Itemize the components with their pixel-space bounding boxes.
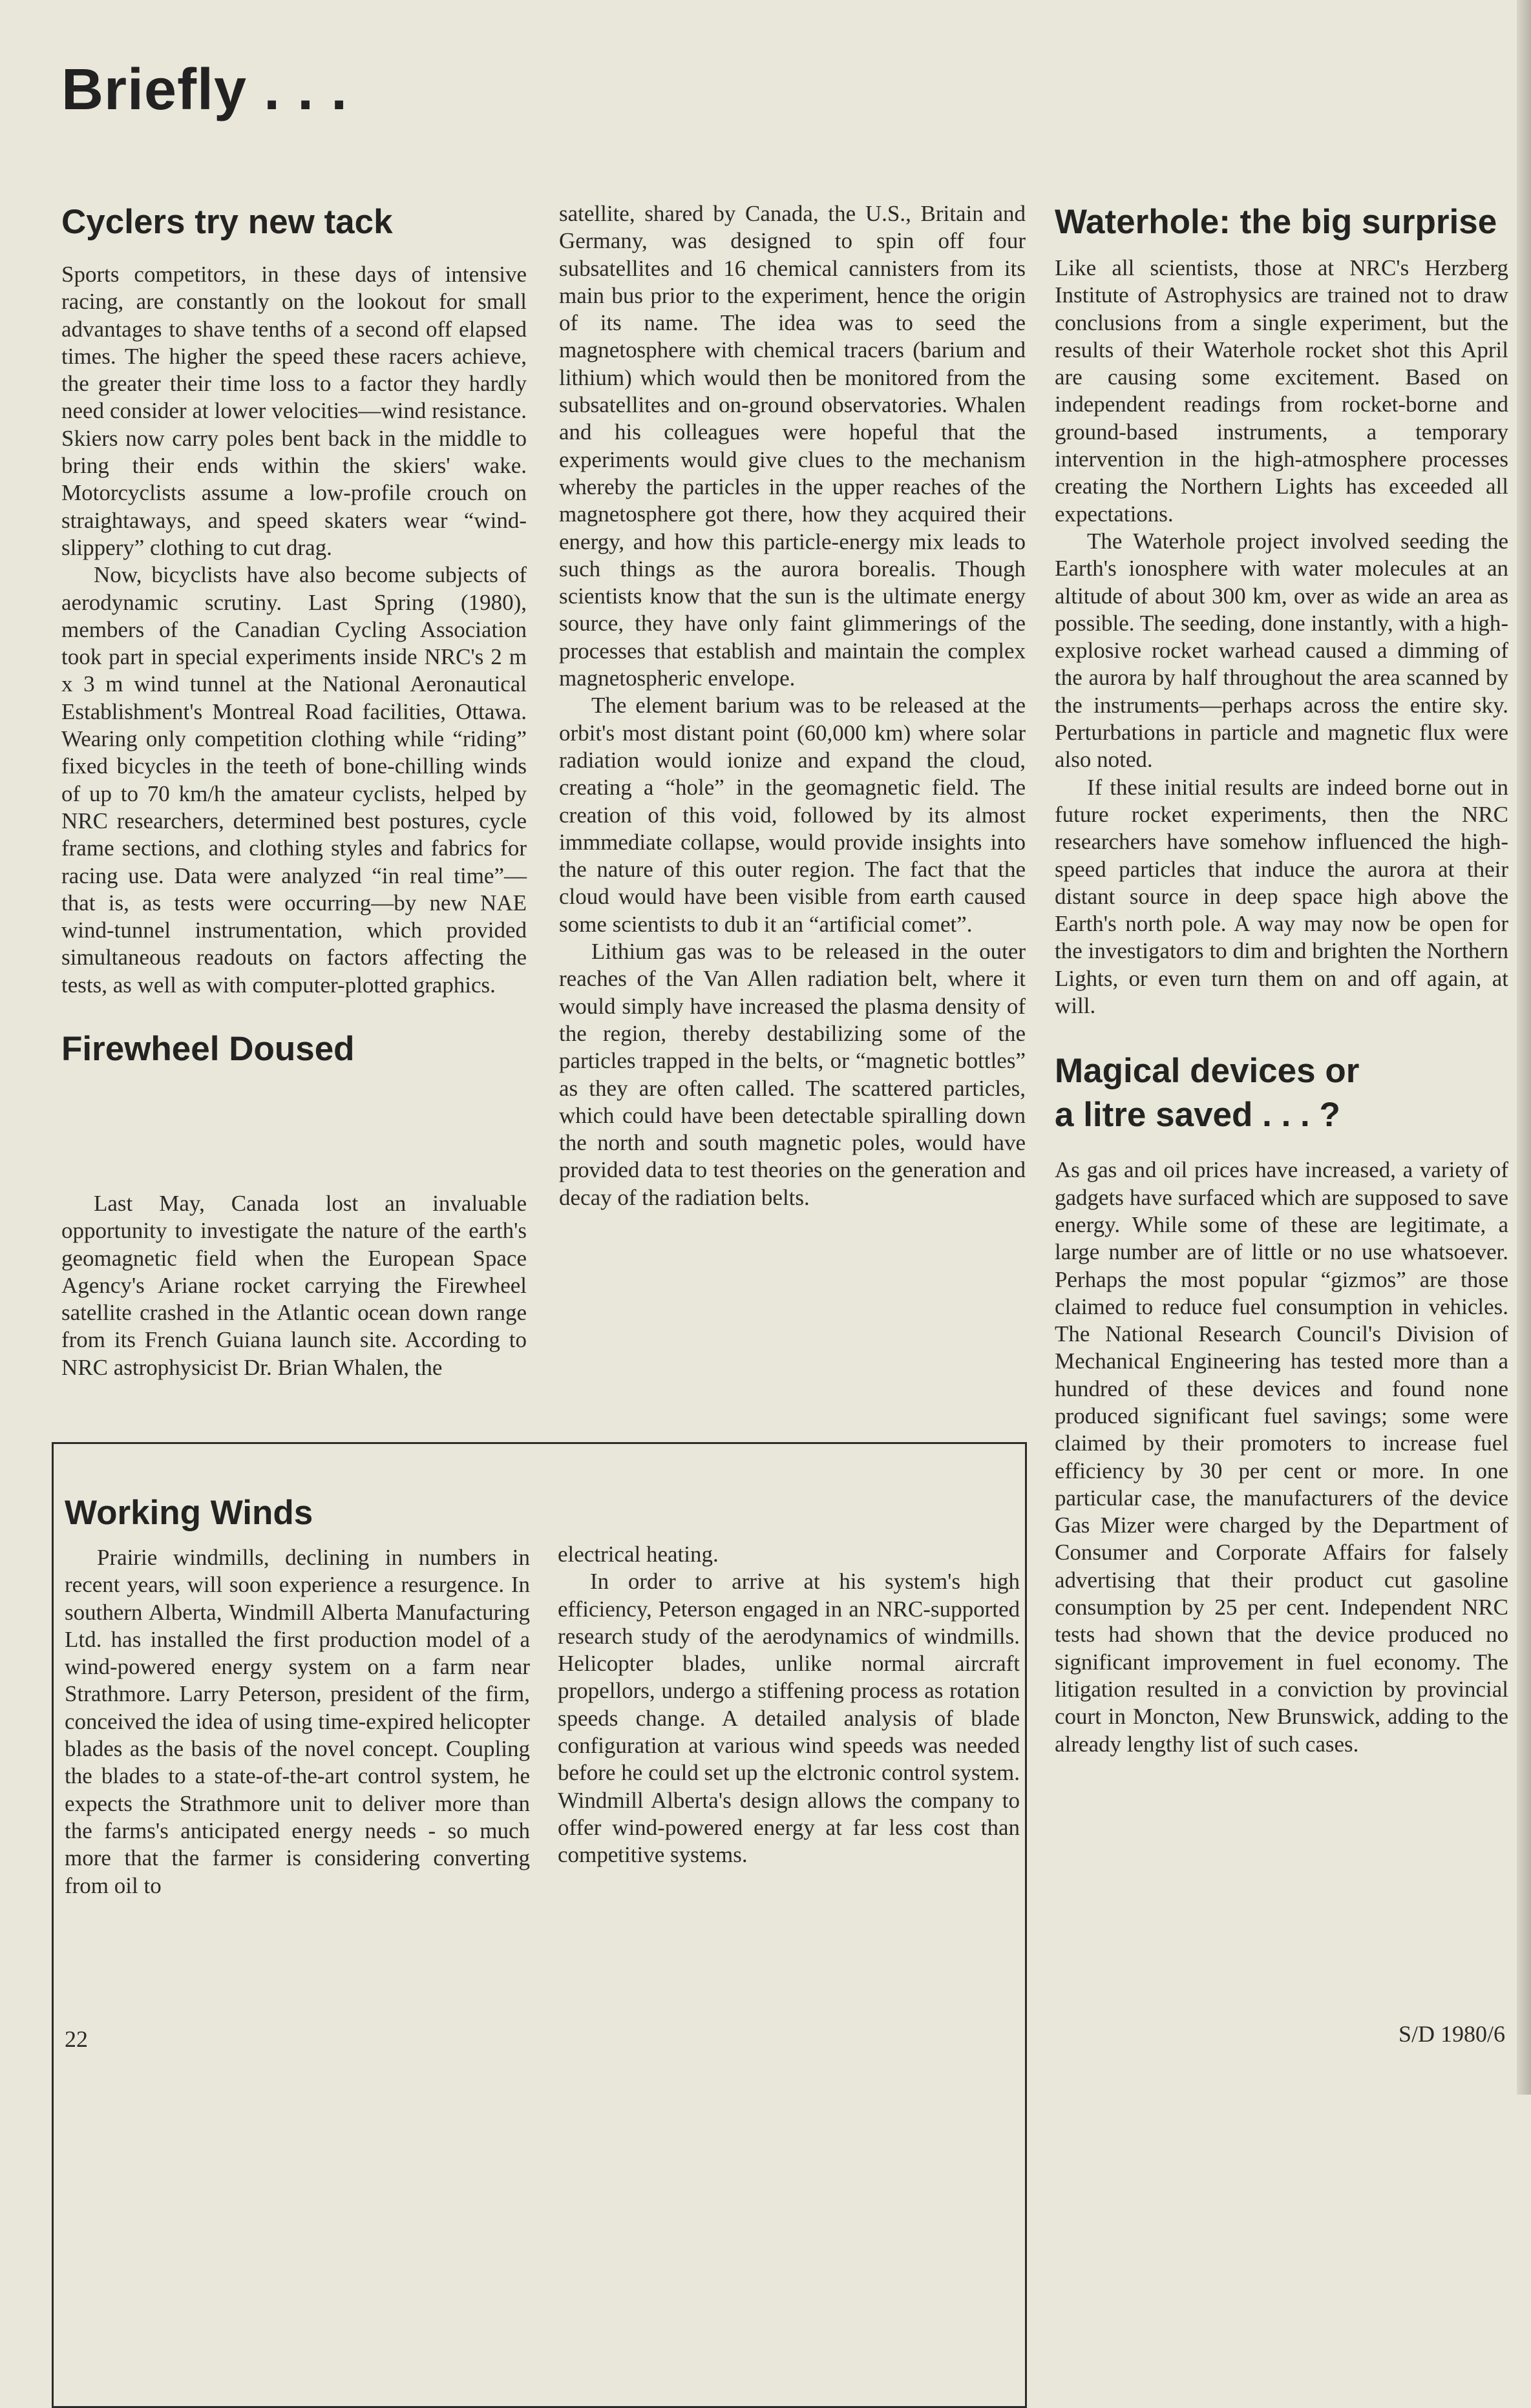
page-edge-shadow (1517, 0, 1531, 2095)
cyclers-paragraph-2: Now, bicyclists have also become subjects of aerodynamic scrutiny. Last Spring (1980), members of the Canadian Cycling Association took part in special experiments inside NRC's 2 m x 3 m wind tunnel at the National Aeronautical Establishment's Montreal Road facilities, Ottawa. Wearing only competition clothing while “riding” fixed bicycles in the teeth of bone-chilling winds of up to 70 km/h the amateur cyclists, helped by NRC researchers, determined best postures, cycle frame sections, and clothing styles and fabrics for racing use. Data were analyzed “in real time”—that is, as tests were occurring—by new NAE wind-tunnel instrumentation, which provided simultaneous readouts on factors affecting the tests, as well as with computer-plotted graphics. (61, 562, 527, 998)
column-right (1055, 200, 1508, 1932)
heading-magical (1055, 1049, 1508, 1137)
magical-paragraph-1: As gas and oil prices have increased, a variety of gadgets have surfaced which are supposed to save energy. While some of these are legitimate, a large number are of little or no use whatsoever. Perhaps the most popular “gizmos” are those claimed to reduce fuel consumption in vehicles. The National Research Council's Division of Mechanical Engineering has tested more than a hundred of these devices and found none produced significant fuel savings; some were claimed by their promoters to increase fuel efficiency by 30 per cent or more. In one particular case, the manufacturers of the device Gas Mizer were charged by the Department of Consumer and Corporate Affairs for falsely advertising that their product cut gasoline consumption by 25 per cent. Independent NRC tests had shown that the device produced no significant improvement in fuel economy. The litigation resulted in a conviction by provincial court in Moncton, New Brunswick, adding to the already lengthy list of such cases. (1055, 1157, 1508, 1757)
firewheel-paragraph-1-start: Last May, Canada lost an invaluable opportunity to investigate the nature of the earth's geomagnetic field when the European Space Agency's Ariane rocket carrying the Firewheel satellite crashed in the Atlantic ocean down range from its French Guiana launch site. According to NRC astrophysicist Dr. Brian Whalen, the (61, 1191, 527, 1380)
firewheel-start (61, 1190, 527, 1413)
waterhole-paragraph-2: The Waterhole project involved seeding the Earth's ionosphere with water molecules at an altitude of about 300 km, over as wide an area as possible. The seeding, done instantly, with a high-explosive rocket warhead caused a dimming of the aurora by half throughout the area scanned by the instruments—perhaps across the entire sky. Perturbations in particle and magnetic flux were also noted. (1055, 528, 1508, 773)
working-winds-paragraph-1-start: Prairie windmills, declining in numbers in recent years, will soon experience a resurgence. In southern Alberta, Windmill Alberta Manufacturing Ltd. has installed the first production model of a wind-powered energy system on a farm near Strathmore. Larry Peterson, president of the firm, conceived the idea of using time-expired helicopter blades as the basis of the novel concept. Coupling the blades to a state-of-the-art control system, he expects the Strathmore unit to deliver more than the farms's anticipated energy needs - so much more that the farmer is considering converting from oil to (65, 1545, 530, 1898)
waterhole-paragraph-3: If these initial results are indeed borne out in future rocket experiments, then the NRC researchers have somehow influenced the high-speed particles that induce the aurora at their distant source in deep space high above the Earth's north pole. A way may now be open for the investigators to dim and brighten the Northern Lights, or even turn them on and off again, at will. (1055, 774, 1508, 1019)
working-winds-column-2 (558, 1541, 1020, 2381)
heading-magical-line-1: Magical devices or (1055, 1052, 1360, 1091)
page-number: 22 (65, 2026, 88, 2052)
heading-working-winds: Working Winds (65, 1494, 313, 1532)
issue-label: S/D 1980/6 (1398, 2021, 1505, 2047)
heading-firewheel: Firewheel Doused (61, 1030, 355, 1069)
working-winds-paragraph-1-cont: electrical heating. (558, 1542, 719, 1567)
working-winds-column-1 (65, 1491, 530, 2383)
firewheel-paragraph-2: The element barium was to be released at the orbit's most distant point (60,000 km) where solar radiation would ionize and expand the cloud, creating a “hole” in the geomagnetic field. The creation of this void, followed by its almost immmediate collapse, would provide insights into the nature of this outer region. The fact that the cloud would have been visible from earth caused some scientists to dub it an “artificial comet”. (559, 693, 1026, 937)
firewheel-paragraph-1-cont: satellite, shared by Canada, the U.S., Britain and Germany, was designed to spin off four subsatellites and 16 chemical cannisters from its main bus prior to the experiment, hence the origin of its name. The idea was to seed the magnetosphere with chemical tracers (barium and lithium) which would then be monitored from the subsatellites and on-ground observatories. Whalen and his colleagues were hopeful that the experiments would give clues to the mechanism whereby the particles in the upper reaches of the magnetosphere got there, how they acquired their energy, and how this particle-energy mix leads to such things as the aurora borealis. Though scientists know that the sun is the ultimate energy source, they have only faint glimmerings of the processes that establish and maintain the complex magnetospheric envelope. (559, 201, 1026, 691)
heading-magical-line-2: a litre saved . . . ? (1055, 1096, 1340, 1135)
working-winds-paragraph-2: In order to arrive at his system's high efficiency, Peterson engaged in an NRC-supported research study of the aerodynamics of windmills. Helicopter blades, unlike normal aircraft propellors, undergo a stiffening process as rotation speeds change. A detailed analysis of blade configuration at various wind speeds was needed before he could set up the elctronic control system. Windmill Alberta's design allows the company to offer wind-powered energy at far less cost than competitive systems. (558, 1569, 1020, 1868)
heading-cyclers: Cyclers try new tack (61, 203, 393, 241)
firewheel-paragraph-3: Lithium gas was to be released in the outer reaches of the Van Allen radiation belt, where it would simply have increased the plasma density of the region, thereby destabilizing some of the particles trapped in the belts, or “magnetic bottles” as they are often called. The scattered particles, which could have been detectable spiralling down the north and south magnetic poles, would have provided data to test theories on the generation and decay of the radiation belts. (559, 939, 1026, 1210)
heading-waterhole: Waterhole: the big surprise (1055, 203, 1497, 241)
waterhole-paragraph-1: Like all scientists, those at NRC's Herzberg Institute of Astrophysics are trained not to draw conclusions from a single experiment, but the results of their Waterhole rocket shot this April are causing some excitement. Based on independent readings from rocket-borne and ground-based instruments, a temporary intervention in the high-atmosphere processes creating the Northern Lights has exceeded all expectations. (1055, 255, 1508, 527)
column-middle (559, 200, 1026, 1415)
page-title: Briefly . . . (61, 58, 348, 122)
cyclers-paragraph-1: Sports competitors, in these days of intensive racing, are constantly on the lookout for small advantages to shave tenths of a second off elapsed times. The higher the speed these racers achieve, the greater their time loss to a factor they hardly need consider at lower velocities—wind resistance. Skiers now carry poles bent back in the middle to bring their ends within the skiers' wake. Motorcyclists assume a low-profile crouch on straightaways, and speed skaters wear “wind-slippery” clothing to cut drag. (61, 262, 527, 560)
